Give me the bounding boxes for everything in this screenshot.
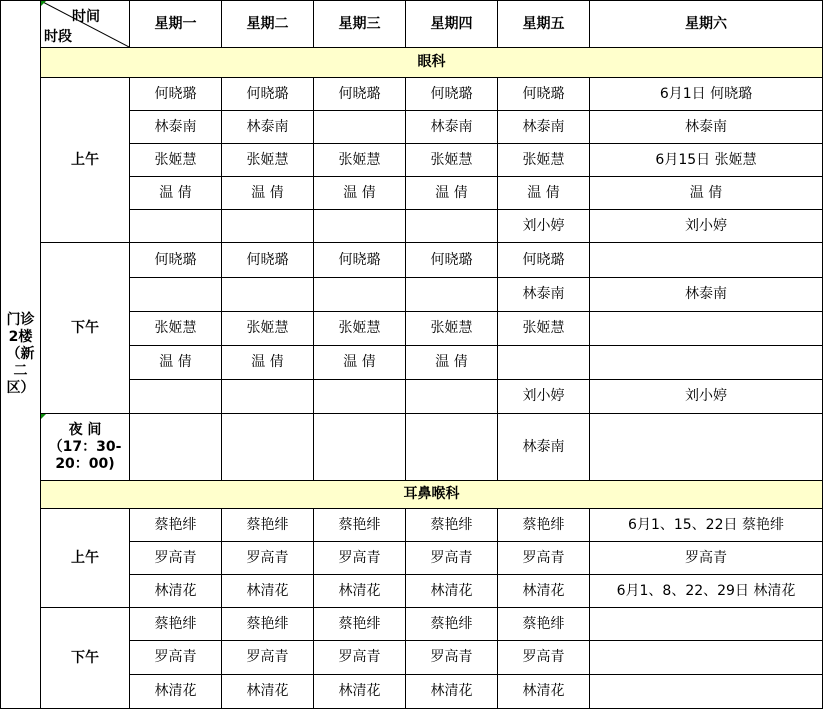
schedule-cell xyxy=(590,243,823,278)
schedule-cell: 蔡艳绯 xyxy=(130,509,222,542)
schedule-cell: 温 倩 xyxy=(498,177,590,210)
day-header-4: 星期四 xyxy=(406,1,498,48)
schedule-cell: 6月1、15、22日 蔡艳绯 xyxy=(590,509,823,542)
schedule-cell: 张姬慧 xyxy=(314,144,406,177)
schedule-cell: 温 倩 xyxy=(222,346,314,380)
schedule-cell xyxy=(590,608,823,641)
schedule-cell: 何晓璐 xyxy=(222,78,314,111)
section-title-eye: 眼科 xyxy=(41,48,823,78)
schedule-cell: 罗高青 xyxy=(498,542,590,575)
schedule-cell: 蔡艳绯 xyxy=(314,608,406,641)
schedule-cell xyxy=(130,414,222,481)
schedule-cell xyxy=(314,414,406,481)
schedule-cell xyxy=(130,380,222,414)
schedule-cell xyxy=(590,346,823,380)
schedule-cell xyxy=(130,210,222,243)
schedule-cell: 刘小婷 xyxy=(590,380,823,414)
day-header-3: 星期三 xyxy=(314,1,406,48)
schedule-cell xyxy=(406,414,498,481)
schedule-cell: 林清花 xyxy=(406,575,498,608)
schedule-cell: 林泰南 xyxy=(406,111,498,144)
schedule-cell: 罗高青 xyxy=(222,641,314,675)
schedule-cell: 罗高青 xyxy=(222,542,314,575)
schedule-cell: 罗高青 xyxy=(130,542,222,575)
schedule-cell xyxy=(314,111,406,144)
schedule-cell: 蔡艳绯 xyxy=(406,509,498,542)
schedule-cell: 罗高青 xyxy=(406,641,498,675)
schedule-cell xyxy=(314,210,406,243)
schedule-cell xyxy=(222,380,314,414)
schedule-cell: 林泰南 xyxy=(590,111,823,144)
schedule-cell xyxy=(406,278,498,312)
period-label-pm: 下午 xyxy=(41,608,130,709)
schedule-cell: 罗高青 xyxy=(314,641,406,675)
schedule-cell: 蔡艳绯 xyxy=(222,608,314,641)
schedule-cell: 张姬慧 xyxy=(314,312,406,346)
schedule-cell: 温 倩 xyxy=(590,177,823,210)
schedule-cell xyxy=(406,210,498,243)
schedule-cell: 何晓璐 xyxy=(406,78,498,111)
schedule-cell: 林清花 xyxy=(406,675,498,709)
schedule-cell: 温 倩 xyxy=(406,346,498,380)
schedule-cell: 温 倩 xyxy=(130,346,222,380)
schedule-cell: 何晓璐 xyxy=(406,243,498,278)
schedule-cell: 林清花 xyxy=(314,575,406,608)
schedule-cell: 蔡艳绯 xyxy=(498,509,590,542)
schedule-cell: 温 倩 xyxy=(130,177,222,210)
schedule-cell: 蔡艳绯 xyxy=(130,608,222,641)
day-header-1: 星期一 xyxy=(130,1,222,48)
schedule-cell: 林泰南 xyxy=(222,111,314,144)
schedule-cell: 张姬慧 xyxy=(222,144,314,177)
schedule-cell: 温 倩 xyxy=(314,346,406,380)
schedule-cell: 罗高青 xyxy=(406,542,498,575)
schedule-cell xyxy=(590,675,823,709)
schedule-cell: 张姬慧 xyxy=(406,312,498,346)
schedule-cell: 罗高青 xyxy=(590,542,823,575)
schedule-cell: 何晓璐 xyxy=(314,78,406,111)
header-time-label: 时间 xyxy=(72,9,100,25)
schedule-cell: 林泰南 xyxy=(498,111,590,144)
schedule-cell: 林清花 xyxy=(222,675,314,709)
schedule-cell: 温 倩 xyxy=(314,177,406,210)
period-label-am: 上午 xyxy=(41,509,130,608)
schedule-cell: 林清花 xyxy=(498,575,590,608)
schedule-cell xyxy=(222,210,314,243)
day-header-6: 星期六 xyxy=(590,1,823,48)
schedule-cell xyxy=(314,278,406,312)
schedule-cell xyxy=(590,312,823,346)
schedule-cell: 林清花 xyxy=(314,675,406,709)
schedule-cell: 6月1日 何晓璐 xyxy=(590,78,823,111)
schedule-cell: 6月1、8、22、29日 林清花 xyxy=(590,575,823,608)
schedule-cell xyxy=(314,380,406,414)
schedule-cell: 林清花 xyxy=(498,675,590,709)
schedule-cell: 林清花 xyxy=(222,575,314,608)
schedule-cell xyxy=(222,414,314,481)
schedule-cell: 刘小婷 xyxy=(590,210,823,243)
schedule-cell: 何晓璐 xyxy=(498,243,590,278)
header-period-label: 时段 xyxy=(44,29,72,45)
schedule-cell: 张姬慧 xyxy=(498,144,590,177)
schedule-cell: 温 倩 xyxy=(222,177,314,210)
period-label-pm: 下午 xyxy=(41,243,130,414)
day-header-5: 星期五 xyxy=(498,1,590,48)
comment-marker-icon xyxy=(41,1,46,6)
schedule-cell: 林泰南 xyxy=(498,414,590,481)
schedule-cell: 林泰南 xyxy=(590,278,823,312)
schedule-cell: 何晓璐 xyxy=(130,78,222,111)
schedule-cell: 罗高青 xyxy=(498,641,590,675)
schedule-cell: 刘小婷 xyxy=(498,380,590,414)
schedule-cell: 张姬慧 xyxy=(130,144,222,177)
schedule-cell: 何晓璐 xyxy=(130,243,222,278)
day-header-2: 星期二 xyxy=(222,1,314,48)
schedule-cell xyxy=(130,278,222,312)
schedule-cell: 何晓璐 xyxy=(222,243,314,278)
schedule-cell xyxy=(222,278,314,312)
comment-marker-icon xyxy=(41,414,46,419)
schedule-cell: 温 倩 xyxy=(406,177,498,210)
schedule-cell: 张姬慧 xyxy=(406,144,498,177)
schedule-cell: 林清花 xyxy=(130,675,222,709)
schedule-cell: 蔡艳绯 xyxy=(222,509,314,542)
schedule-cell: 林清花 xyxy=(130,575,222,608)
schedule-cell: 何晓璐 xyxy=(498,78,590,111)
schedule-cell: 罗高青 xyxy=(130,641,222,675)
schedule-cell: 张姬慧 xyxy=(222,312,314,346)
schedule-cell: 6月15日 张姬慧 xyxy=(590,144,823,177)
schedule-cell: 蔡艳绯 xyxy=(406,608,498,641)
schedule-cell: 何晓璐 xyxy=(314,243,406,278)
schedule-cell xyxy=(406,380,498,414)
schedule-cell: 张姬慧 xyxy=(498,312,590,346)
period-label-am: 上午 xyxy=(41,78,130,243)
period-label-night: 夜 间 （17：30- 20：00) xyxy=(41,414,130,481)
schedule-cell: 罗高青 xyxy=(314,542,406,575)
location-cell: 门诊 2楼 （新 二 区） xyxy=(1,1,41,709)
schedule-cell xyxy=(498,346,590,380)
schedule-cell: 蔡艳绯 xyxy=(498,608,590,641)
schedule-cell xyxy=(590,641,823,675)
schedule-cell: 刘小婷 xyxy=(498,210,590,243)
schedule-cell: 张姬慧 xyxy=(130,312,222,346)
schedule-cell xyxy=(590,414,823,481)
section-title-ent: 耳鼻喉科 xyxy=(41,481,823,509)
schedule-cell: 林泰南 xyxy=(498,278,590,312)
schedule-cell: 蔡艳绯 xyxy=(314,509,406,542)
schedule-cell: 林泰南 xyxy=(130,111,222,144)
